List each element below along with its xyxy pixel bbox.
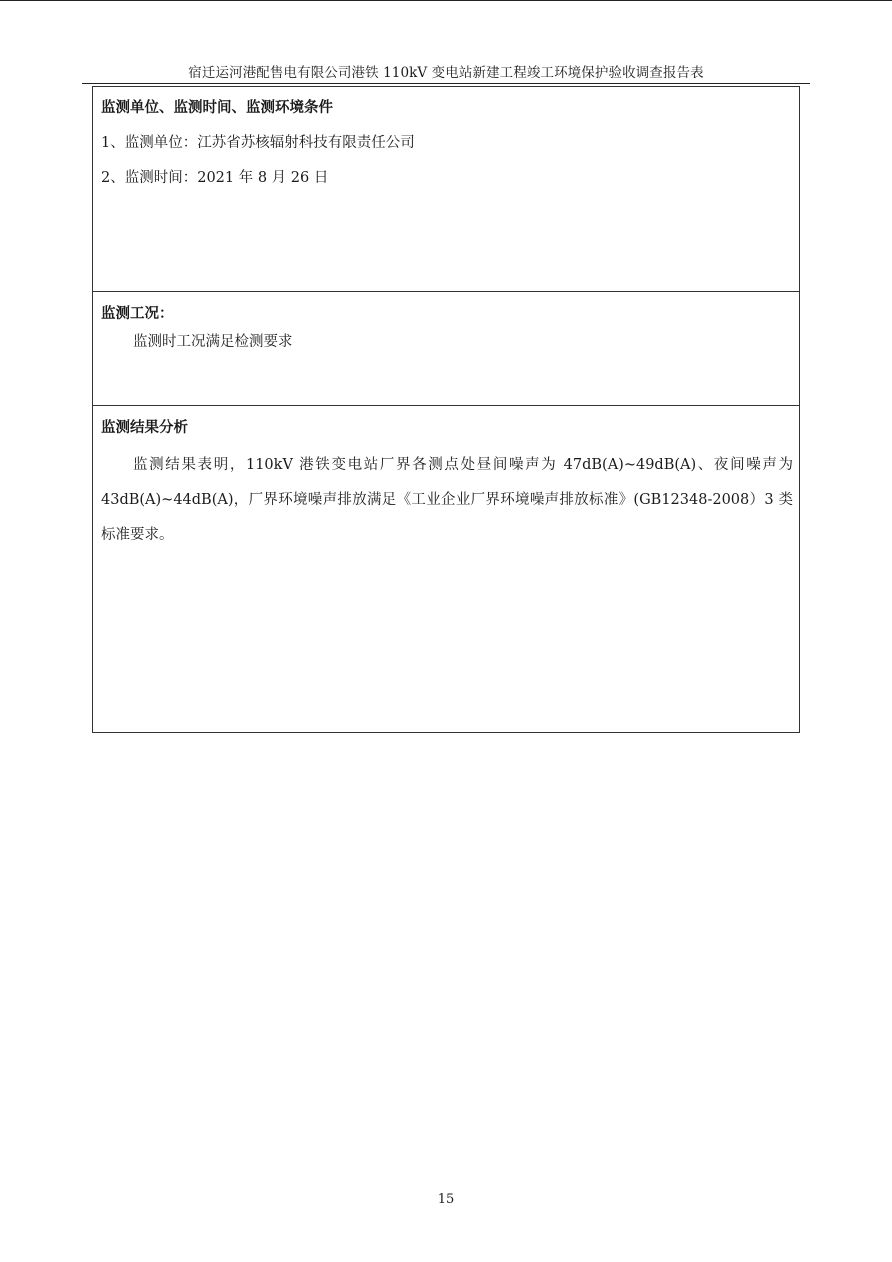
header-divider (82, 83, 810, 84)
section-title: 监测结果分析 (101, 420, 188, 436)
top-border (0, 0, 892, 1)
section-operating-conditions (93, 291, 799, 405)
section-monitoring-info (93, 87, 799, 291)
operating-conditions-text: 监测时工况满足检测要求 (133, 334, 293, 350)
results-paragraph: 监测结果表明，110kV 港铁变电站厂界各测点处昼间噪声为 47dB(A)~49dB(A)、夜间噪声为 43dB(A)~44dB(A)，厂界环境噪声排放满足《工业企业厂界环境噪声排放标准》(GB12348-2008）3 类标准要求。 (101, 457, 793, 543)
section-title: 监测单位、监测时间、监测环境条件 (101, 100, 333, 116)
running-header: 宿迁运河港配售电有限公司港铁 110kV 变电站新建工程竣工环境保护验收调查报告表 (188, 65, 704, 81)
report-table (92, 86, 800, 733)
section-title: 监测工况： (101, 306, 174, 322)
page-number: 15 (437, 1192, 455, 1207)
section-results-analysis (93, 405, 799, 732)
monitoring-date: 2、监测时间：2021 年 8 月 26 日 (101, 170, 329, 186)
monitoring-unit: 1、监测单位：江苏省苏核辐射科技有限责任公司 (101, 135, 415, 151)
